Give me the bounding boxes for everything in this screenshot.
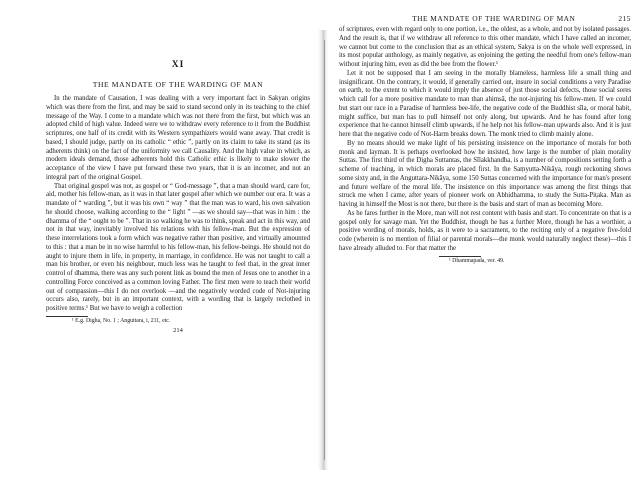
left-paragraph-1: In the mandate of Causation, I was dealing with a very important fact in Sakyan origins which was there from the first, and may be said to stand second only in its teaching to the chief message of the Way. I come to a mandate which was not there from the first, but which was an adopted child of high value. Indeed were we to withdraw every reference to it from the Buddhist scriptures, one half of its credit with its Western sympathizers would wane away. That credit is based, I should judge, partly on its catholic “ ethic ”, partly on its claim to take its stand (as its adherents think) on the fact of the uniformity we call Causality. And the high value in which, as modern ideals demand, those adherents hold this Catholic ethic is likely to make slower the acceptance of the view I have put forward these two years, that it is an incomer, and not an integral part of the original Gospel. [46, 95, 310, 181]
left-paragraph-2: That original gospel was not, as gospel or “ God-message ”, that a man should ward, care for, aid, mother his fellow-man, as it was in that later gospel after which we number our era. It was a mandate of “ warding ”, but it was his own “ way ” that the man was to ward, his own salvation he should choose, walking according to the “ light ” —as we should say—that was in him : the dhamma of the “ ought to be ”. That in so walking he was to think, speak and act in this way, and not in that way, inevitably involved his relations with his fellow-man. But the expression of these interrelations took a form which was negative rather than positive, and virtually amounted to this : that a man be in no wise harmful to his fellow-man, his fellow-beings. He should not do aught to injure them in life, in property, in marriage, in confidence. He was not taught to call a man his brother, or even his neighbour, much less was he taught to feel that, in the great inner control of dhamma, there was any such potent link as bound the men of Jesus one to another in a controlling Force conceived as a common loving Father. The first men were to teach their world out of compassion—this I do not overlook —and the negatively worded code of Not-injuring occurs also, rarely, but in an important context, with a wording that is largely reclothed in positive terms.¹ But we have to weigh a collection [46, 182, 310, 312]
right-footnote: ¹ Dhammapada, ver. 49. [449, 257, 505, 264]
running-head-title: THE MANDATE OF THE WARDING OF MAN [412, 14, 576, 23]
running-head [339, 14, 631, 23]
left-folio: 214 [173, 327, 183, 335]
right-paragraph-2: Let it not be supposed that I am seeing in the morally blameless, harmless life a small thing and insignificant. On the contrary, it would, if generally carried out, insure in social conditions a very Paradise on earth, to the extent to which it would imply the absence of just those social defects, those social sores which call for a more positive mandate to man than ahimsā, the not-injuring his fellow-men. If we could but start our race in a Paradise of harmless bee-life, the negative code of the Buddhist sīla, or moral habit, might suffice, but man has to pull himself not only along, but upwards. And he has found after long experience that he cannot himself climb upwards, if he help not his fellow-man upwards also. And it is just here that the negative code of Not-Harm breaks down. The monk tried to climb mainly alone. [339, 69, 631, 138]
right-paragraph-3: By no means should we make light of his persisting insistence on the importance of morals for both monk and layman. It is perhaps overlooked how he insisted, how large is the number of plain morality Suttas. The first third of the Digha Suttantas, the Sīlakkhandha, is a number of compositions setting forth a scheme of teaching, in which morals are placed first. In the Saṃyutta-Nikāya, rough reckoning shows some sixty and, in the Anguttara-Nikāya, some 150 Suttas concerned with the importance for man's present and future welfare of the moral life. The insistence on this importance was among the first things that struck me when I came, after years of pioneer work on Abhidhamma, to study the Sutta-Piṭaka. Man as having in himself the Most is not there, but there is the basis and start of man as becoming More. [339, 139, 631, 208]
right-paragraph-4: As he fares further in the More, man will not rest content with basis and start. To concentrate on that is a gospel only for savage man. Yet the Buddhist, though he has a further More, though he has a worthier, a positive wording of morals, holds, as it were to a sacrament, to the reciting only of a negative five-fold code (wherein is no mention of filial or parental morals—the monk would naturally neglect these)—this I have already alluded to. For that matter the [339, 209, 631, 252]
left-footnote: ¹ E.g. Digha, No. 1 ; Anguttara, i, 211, etc. [72, 317, 171, 324]
right-page-number: 215 [618, 14, 631, 23]
left-page [0, 0, 316, 480]
chapter-number: XI [171, 60, 185, 70]
book-gutter [318, 30, 328, 470]
chapter-title: THE MANDATE OF THE WARDING OF MAN [92, 80, 264, 89]
gutter-fold-line [324, 40, 325, 460]
footnote-rule [46, 316, 88, 317]
right-page [333, 0, 641, 480]
right-footnote-rule [439, 256, 481, 257]
right-paragraph-1: of scriptures, even with regard only to one portion, i.e., the oldest, as a whole, and not by isolated passages. And the result is, that if we withdraw all reference to this other mandate, which I have called an incomer, we cannot but come to the conclusion that as an ethical system, Sakya is on the whole well expressed, in its most popular anthology, as mainly negative, as enjoining the getting the needful from one's fellow-man without injuring him, even as did the bee from the flower.¹ [339, 26, 632, 68]
